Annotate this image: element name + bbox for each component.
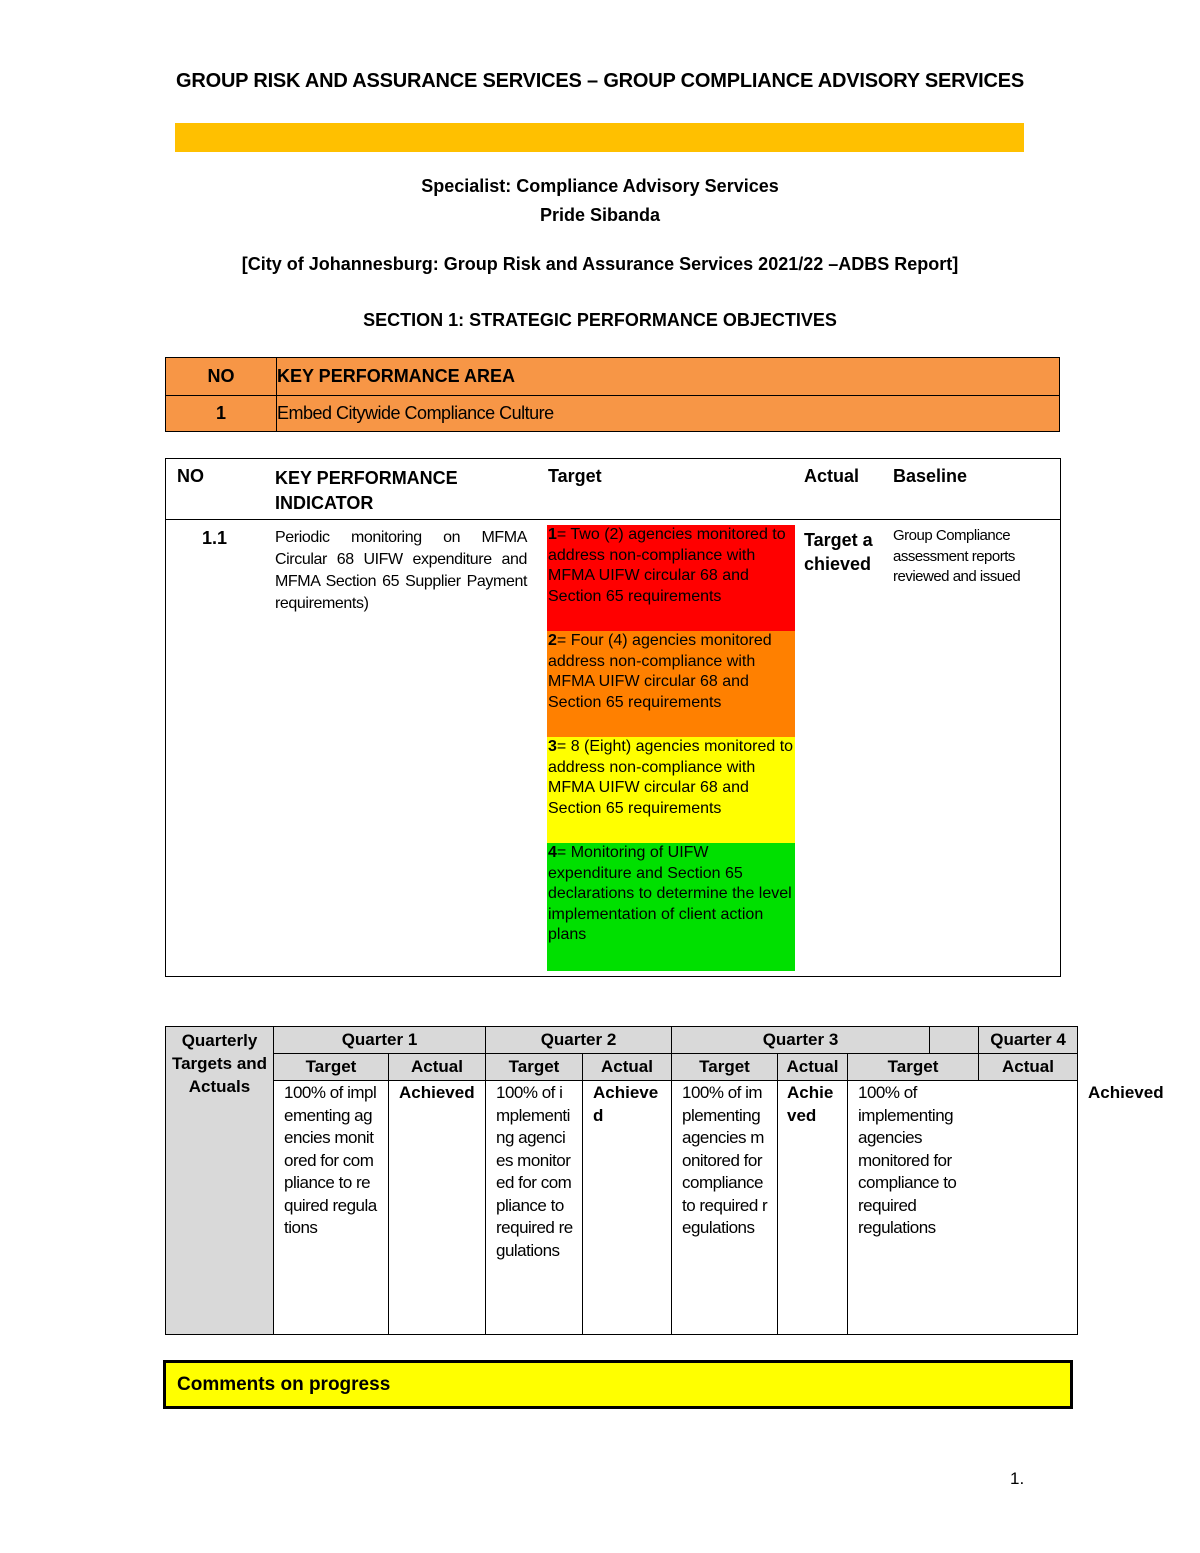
quarter-1-header: Quarter 1	[274, 1027, 486, 1054]
q3-target-value: 100% of implementing agencies monitored for compliance to required regulations	[672, 1081, 778, 1335]
kpi-row-baseline: Group Compliance assessment reports reviewed and issued	[893, 527, 1021, 585]
quarter-4-header: Quarter 4	[979, 1027, 1078, 1054]
target-level-1: 1= Two (2) agencies monitored to address non-compliance with MFMA UIFW circular 68 and Section 65 requirements	[547, 525, 795, 631]
q4-actual-header: Actual	[979, 1054, 1078, 1081]
kpa-row-area: Embed Citywide Compliance Culture	[277, 396, 1060, 432]
kpi-row-indicator: Periodic monitoring on MFMA Circular 68 UIFW expenditure and MFMA Section 65 Supplier Payment requirements)	[275, 529, 527, 612]
specialist-title: Specialist: Compliance Advisory Services	[421, 176, 779, 196]
kpi-actual-header: Actual	[804, 466, 860, 486]
q3-target-header: Target	[672, 1054, 778, 1081]
quarterly-table: Quarterly Targets and Actuals Quarter 1 Quarter 2 Quarter 3 Quarter 4 Target Actual Target Actual Target Actual Target Actual 100% of implementing agencies monitored for compliance to required regulations Achieved 100% of implementing agencies monitored for compliance to required regulations Achieved 100% of implementing agencies monitored for compliance to required regulations Achieved 100% of implementing agencies monitored for compliance to required regulations Achieved	[165, 1026, 1078, 1335]
q2-target-header: Target	[486, 1054, 583, 1081]
section-heading: SECTION 1: STRATEGIC PERFORMANCE OBJECTIVES	[363, 310, 837, 330]
q1-actual-header: Actual	[389, 1054, 486, 1081]
q1-target-header: Target	[274, 1054, 389, 1081]
kpi-target-header: Target	[548, 466, 602, 486]
quarter-3-header: Quarter 3	[672, 1027, 979, 1054]
q2-target-value: 100% of implementing agencies monitored for compliance to required regulations	[486, 1081, 583, 1335]
kpi-header-divider	[165, 519, 1061, 520]
kpa-no-header: NO	[166, 358, 277, 396]
kpi-indicator-header: KEY PERFORMANCE INDICATOR	[275, 468, 458, 513]
target-level-4: 4= Monitoring of UIFW expenditure and Section 65 declarations to determine the level implementation of client action plans	[547, 843, 795, 971]
q3-actual-header: Actual	[778, 1054, 848, 1081]
kpi-baseline-header: Baseline	[893, 466, 968, 486]
kpi-no-header: NO	[177, 466, 204, 486]
kpa-table	[165, 357, 1060, 432]
q4-target-cell	[848, 1081, 1078, 1335]
report-title: [City of Johannesburg: Group Risk and Assurance Services 2021/22 –ADBS Report]	[241, 254, 959, 274]
document-title: GROUP RISK AND ASSURANCE SERVICES – GROUP COMPLIANCE ADVISORY SERVICES	[175, 70, 1025, 92]
q3-actual-value: Achieved	[778, 1081, 848, 1335]
q1-target-value: 100% of implementing agencies monitored for compliance to required regulations	[274, 1081, 389, 1335]
quarter-2-header: Quarter 2	[486, 1027, 672, 1054]
specialist-name: Pride Sibanda	[539, 205, 661, 225]
q2-actual-header: Actual	[583, 1054, 672, 1081]
kpi-row-actual: Target achieved	[804, 530, 873, 574]
q2-actual-value: Achieved	[583, 1081, 672, 1335]
kpa-row-no: 1	[166, 396, 277, 432]
q4-target-value: 100% of implementing agencies monitored for compliance to required regulations	[858, 1083, 957, 1237]
target-level-2: 2= Four (4) agencies monitored address non-compliance with MFMA UIFW circular 68 and Section 65 requirements	[547, 631, 795, 737]
kpi-row-no: 1.1	[202, 528, 228, 548]
kpa-area-header: KEY PERFORMANCE AREA	[277, 358, 1060, 396]
page-number: 1.	[1010, 1469, 1025, 1488]
yellow-divider-bar	[175, 123, 1024, 152]
q4-target-header: Target	[848, 1054, 979, 1081]
comments-on-progress-bar: Comments on progress	[163, 1360, 1073, 1409]
target-level-3: 3= 8 (Eight) agencies monitored to address non-compliance with MFMA UIFW circular 68 and Section 65 requirements	[547, 737, 795, 843]
q1-actual-value: Achieved	[389, 1081, 486, 1335]
quarterly-label: Quarterly Targets and Actuals	[166, 1027, 274, 1335]
